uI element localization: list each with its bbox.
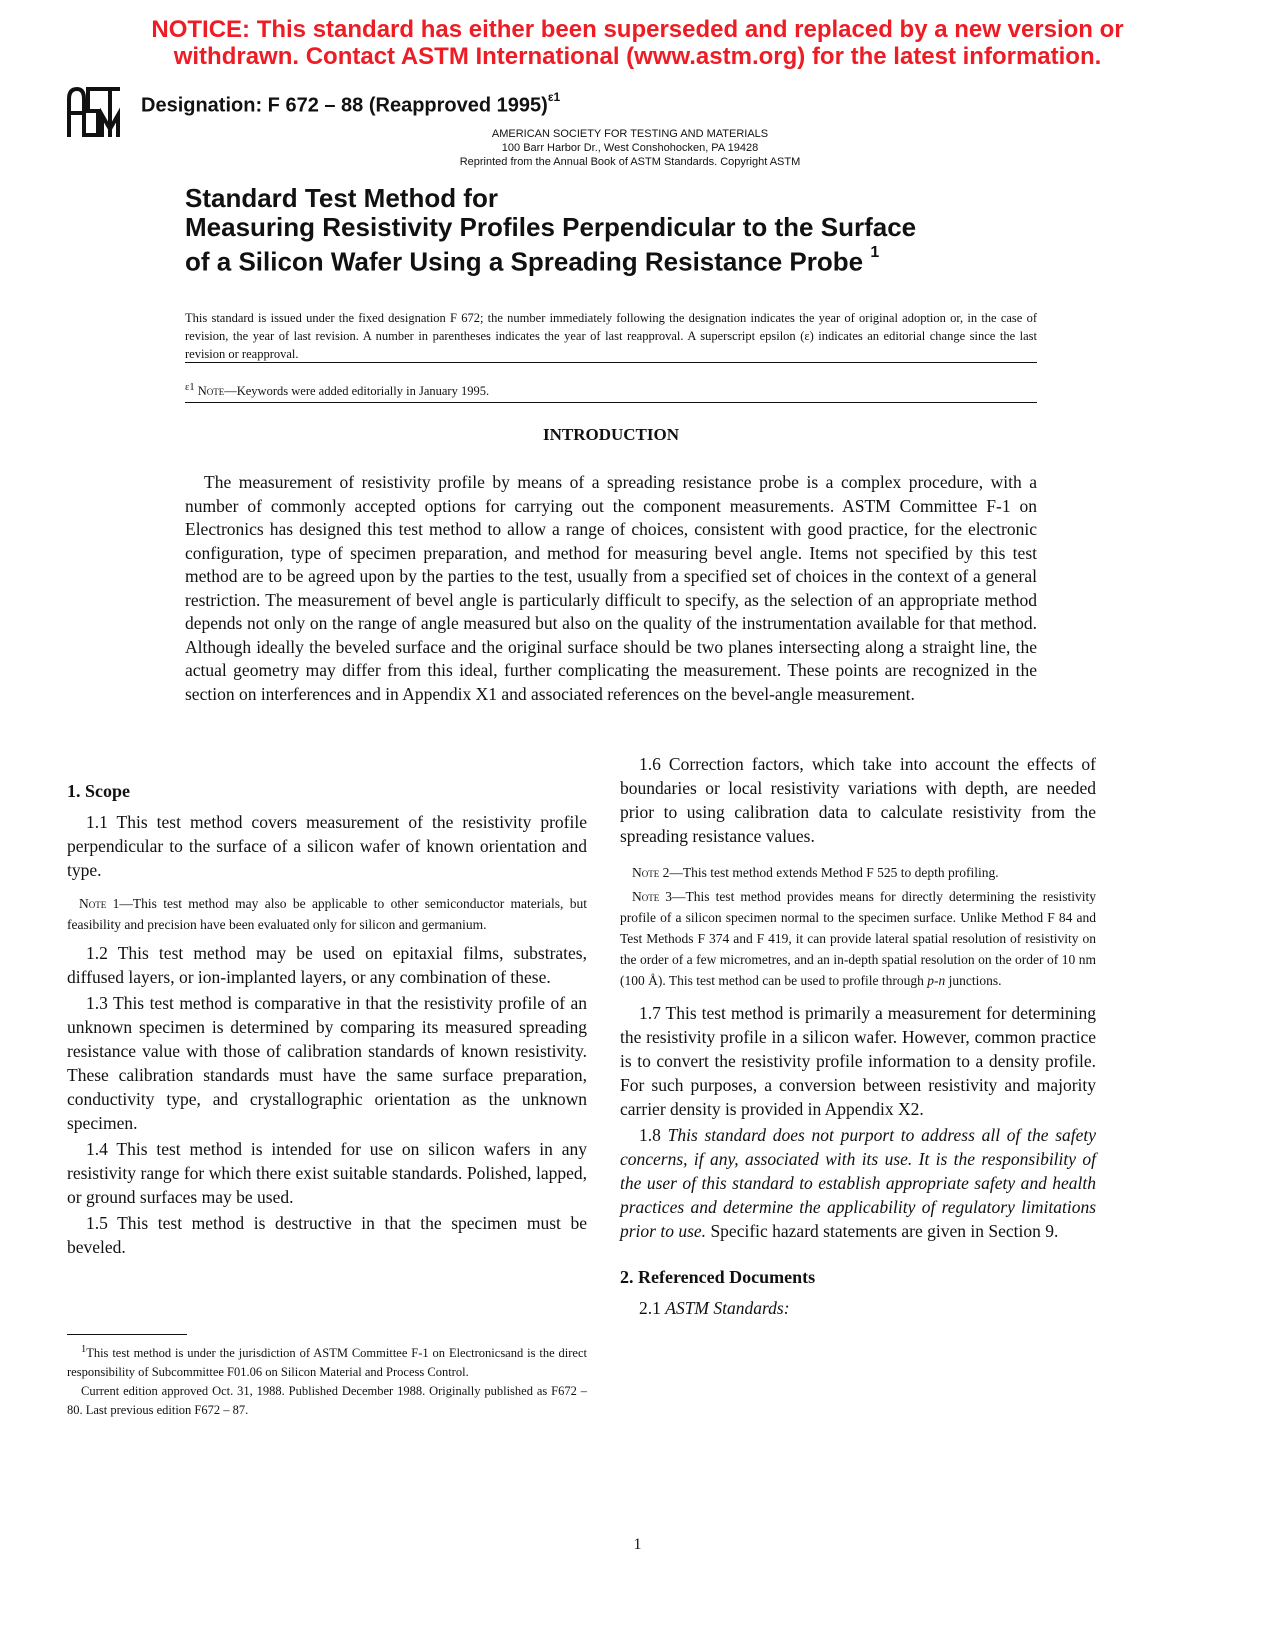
- right-column: [620, 752, 1096, 1320]
- note-3-label: Note: [632, 889, 660, 904]
- notice-line-2: withdrawn. Contact ASTM International (www.astm.org) for the latest information.: [173, 43, 1102, 70]
- title-line-3: of a Silicon Wafer Using a Spreading Resistance Probe $^1$: [185, 244, 880, 277]
- note-1-label: Note: [79, 896, 107, 911]
- paragraph-1-2: 1.2 This test method may be used on epitaxial films, substrates, diffused layers, or ion-implanted layers, or any combination of these.: [67, 943, 587, 987]
- notice-line-1: NOTICE: This standard has either been superseded and replaced by a new version or: [151, 16, 1124, 43]
- epsilon-note-text: —Keywords were added editorially in January 1995.: [224, 384, 490, 399]
- paragraph-1-6: 1.6 Correction factors, which take into account the effects of boundaries or local resistivity variations with depth, are needed prior to using calibration data to calculate resistivity from the spreading resistance values.: [620, 754, 1096, 846]
- title-line-2: Measuring Resistivity Profiles Perpendicular to the Surface: [185, 212, 917, 242]
- note-3-text-b: junctions.: [945, 973, 1002, 988]
- note-3: [620, 886, 1096, 991]
- note-2-label: Note: [632, 865, 660, 880]
- paragraph-1-8-number: 1.8: [639, 1125, 668, 1145]
- paragraph-1-8: [620, 1123, 1096, 1243]
- left-column: [67, 781, 587, 1259]
- footnote-1: [67, 1340, 587, 1382]
- issued-statement: This standard is issued under the fixed designation F 672; the number immediately following the designation indicates the year of original adoption or, in the case of revision, the year of last revision. A number in parentheses indicates the year of last reapproval. A superscript epsilon (ε) indicates an editorial change since the last revision or reapproval.: [185, 311, 1037, 361]
- introduction-text: The measurement of resistivity profile by means of a spreading resistance probe is a complex procedure, with a number of commonly accepted options for carrying out the component measurements. ASTM Committee F-1 on Electronics has designed this test method to allow a range of choices, consistent with good practice, for the electronic configuration, type of specimen preparation, and method for measuring bevel angle. Items not specified by this test method are to be agreed upon by the parties to the test, usually from a specified set of choices in the context of a general restriction. The measurement of bevel angle is particularly difficult to specify, as the selection of an appropriate method depends not only on the range of angle measured but also on the quality of the instrumentation available for that method. Although ideally the beveled surface and the original surface should be two planes intersecting along a straight line, the actual geometry may differ from this ideal, further complicating the measurement. These points are recognized in the section on interferences and in Appendix X1 and associated references on the bevel-angle measurement.: [185, 472, 1037, 704]
- publisher-line-3: Reprinted from the Annual Book of ASTM Standards. Copyright ASTM: [459, 156, 801, 168]
- designation: [141, 90, 561, 118]
- footnotes: [67, 1340, 587, 1420]
- publisher-line-1: AMERICAN SOCIETY FOR TESTING AND MATERIALS: [491, 128, 769, 140]
- note-1: [67, 893, 587, 935]
- designation-superscript: ε1: [547, 90, 561, 104]
- document-title: [185, 184, 1085, 277]
- epsilon-note-label: Note: [197, 384, 225, 399]
- note-3-text-a: 3—This test method provides means for directly determining the resistivity profile of a silicon specimen normal to the specimen surface. Unlike Method F 84 and Test Methods F 374 and F 419, it can provide lateral spatial resolution of resistivity on the order of a few micrometres, and an in-depth spatial resolution on the order of 10 nm (100 Å). This test method can be used to profile through: [620, 889, 1096, 988]
- paragraph-2-1-italic: ASTM Standards:: [665, 1298, 790, 1318]
- designation-text: Designation: F 672 – 88 (Reapproved 1995): [141, 94, 548, 117]
- supersession-notice: [60, 16, 1215, 70]
- note-2: [620, 862, 1096, 883]
- footnote-divider: [67, 1334, 187, 1335]
- page-number: 1: [633, 1536, 642, 1553]
- divider-bottom: [185, 402, 1037, 403]
- publisher-line-2: 100 Barr Harbor Dr., West Conshohocken, PA 19428: [501, 142, 759, 154]
- epsilon-note: [185, 382, 489, 399]
- paragraph-1-7: 1.7 This test method is primarily a measurement for determining the resistivity profile in a silicon wafer. However, common practice is to convert the resistivity profile information to a density profile. For such purposes, a conversion between resistivity and majority carrier density is provided in Appendix X2.: [620, 1003, 1096, 1119]
- paragraph-2-1: [620, 1296, 1096, 1320]
- section-2-heading: 2. Referenced Documents: [620, 1267, 816, 1287]
- epsilon-mark: ε1: [185, 382, 195, 393]
- footnote-1-text: This test method is under the jurisdiction of ASTM Committee F-1 on Electronicsand is the direct responsibility of Subcommittee F01.06 on Silicon Material and Process Control.: [67, 1346, 587, 1380]
- paragraph-2-1-number: 2.1: [639, 1298, 666, 1318]
- note-3-italic: p-n: [927, 973, 946, 988]
- paragraph-1-4: 1.4 This test method is intended for use on silicon wafers in any resistivity range for which there exist suitable standards. Polished, lapped, or ground surfaces may be used.: [67, 1139, 587, 1207]
- footnote-2: Current edition approved Oct. 31, 1988. Published December 1988. Originally published as F672 – 80. Last previous edition F672 – 87.: [67, 1384, 587, 1418]
- note-2-text: 2—This test method extends Method F 525 to depth profiling.: [659, 865, 999, 880]
- note-1-text: 1—This test method may also be applicable to other semiconductor materials, but feasibility and precision have been evaluated only for silicon and germanium.: [67, 896, 587, 932]
- divider-top: [185, 362, 1037, 363]
- title-footnote-mark: 1: [870, 244, 880, 261]
- paragraph-1-5: 1.5 This test method is destructive in that the specimen must be beveled.: [67, 1213, 587, 1257]
- title-line-1: Standard Test Method for: [185, 183, 498, 213]
- astm-logo: [66, 85, 122, 139]
- paragraph-1-1: 1.1 This test method covers measurement of the resistivity profile perpendicular to the surface of a silicon wafer of known orientation and type.: [67, 812, 587, 880]
- paragraph-1-8-rest: Specific hazard statements are given in Section 9.: [706, 1221, 1059, 1241]
- paragraph-1-3: 1.3 This test method is comparative in that the resistivity profile of an unknown specimen is determined by comparing its measured spreading resistance value with those of calibration standards of known resistivity. These calibration standards must have the same surface preparation, conductivity type, and crystallographic orientation as the unknown specimen.: [67, 993, 587, 1133]
- section-1-heading: 1. Scope: [67, 781, 130, 801]
- paragraph-1-8-safety: This standard does not purport to address all of the safety concerns, if any, associated with its use. It is the responsibility of the user of this standard to establish appropriate safety and health practices and determine the applicability of regulatory limitations prior to use.: [620, 1125, 1097, 1241]
- introduction-heading: INTRODUCTION: [542, 425, 680, 444]
- footnote-1-mark: 1: [81, 1344, 87, 1355]
- publisher-info: [400, 127, 860, 169]
